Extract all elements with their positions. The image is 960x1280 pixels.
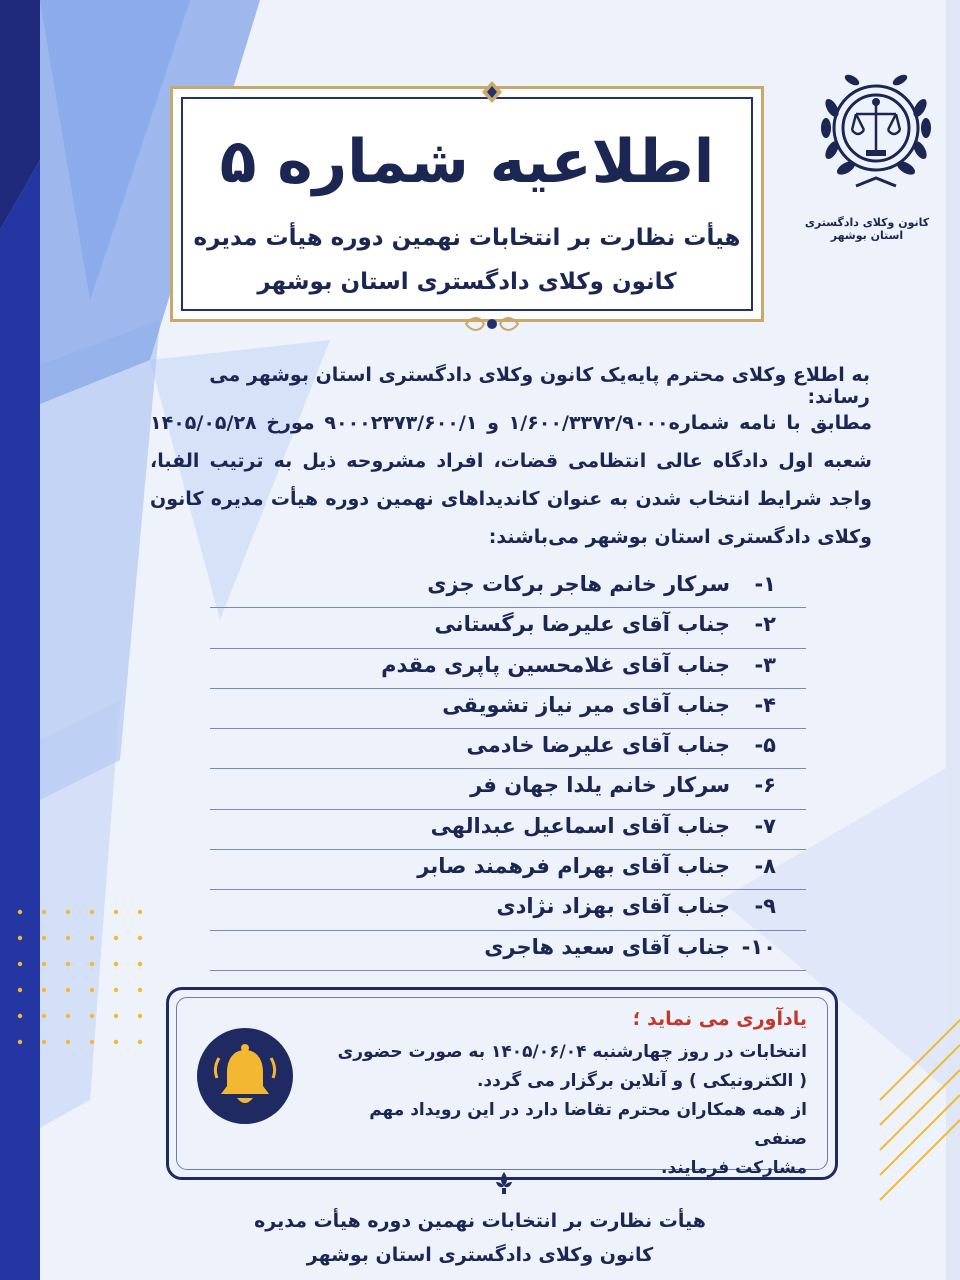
candidate-row <box>210 608 806 648</box>
intro-text: به اطلاع وکلای محترم پایه‌یک کانون وکلای دادگستری استان بوشهر می رساند: <box>209 364 870 408</box>
header-frame <box>170 86 764 322</box>
reminder-line: انتخابات در روز چهارشنبه ۱۴۰۵/۰۶/۰۴ به صورت حضوری <box>337 1042 807 1062</box>
page-title: اطلاعیه شماره ۵ <box>219 127 715 197</box>
reminder-box <box>166 987 838 1180</box>
candidate-row <box>210 689 806 729</box>
candidate-row <box>210 568 806 608</box>
logo-caption: کانون وکلای دادگستری استان بوشهر <box>804 216 930 242</box>
reminder-line: مشارکت فرمایند. <box>660 1158 807 1178</box>
candidate-number: ۲- <box>754 612 776 637</box>
candidate-row <box>210 890 806 930</box>
reminder-text <box>337 1038 807 1183</box>
fleur-ornament-icon <box>492 1170 516 1196</box>
candidate-number: ۵- <box>754 733 776 758</box>
reminder-title: یادآوری می نماید ؛ <box>632 1008 807 1030</box>
footer-line1: هیأت نظارت بر انتخابات نهمین دوره هیأت مدیره <box>254 1210 706 1232</box>
candidate-number: ۱۰- <box>741 934 776 959</box>
candidate-name: جناب آقای غلامحسین پاپری مقدم <box>381 652 730 677</box>
header-subtitle-line2: کانون وکلای دادگستری استان بوشهر <box>257 269 677 295</box>
candidate-name: جناب آقای سعید هاجری <box>484 934 730 959</box>
candidate-name: جناب آقای علیرضا خادمی <box>466 733 730 758</box>
candidate-number: ۱- <box>754 572 776 596</box>
candidate-name: جناب آقای بهزاد نژادی <box>496 894 730 919</box>
candidate-name: جناب آقای اسماعیل عبدالهی <box>430 813 730 838</box>
candidate-number: ۹- <box>754 894 776 919</box>
announcement-paragraph: مطابق با نامه شماره۱/۶۰۰/۳۳۷۲/۹۰۰۰ و ۹۰۰۰۲۳۷۳/۶۰۰/۱ مورخ ۱۴۰۵/۰۵/۲۸ شعبه اول دادگاه عالی انتظامی قضات، افراد مشروحه ذیل به ترتیب الفبا، واجد شرایط انتخاب شدن به عنوان کاندیداهای نهمین دوره هیأت مدیره کانون وکلای دادگستری استان بوشهر می‌باشند: <box>150 412 872 548</box>
candidate-name: جناب آقای بهرام فرهمند صابر <box>417 854 730 879</box>
candidate-name: سرکار خانم هاجر برکات جزی <box>427 572 730 596</box>
candidate-row <box>210 649 806 689</box>
candidate-row <box>210 729 806 769</box>
reminder-line: از همه همکاران محترم تقاضا دارد در این رویداد مهم صنفی <box>369 1100 807 1149</box>
header-subtitle-line1: هیأت نظارت بر انتخابات نهمین دوره هیأت مدیره <box>193 225 741 251</box>
bell-icon <box>197 1028 293 1124</box>
candidate-row <box>210 850 806 890</box>
candidate-number: ۳- <box>754 652 776 677</box>
candidate-row <box>210 769 806 809</box>
candidate-number: ۶- <box>754 773 776 798</box>
candidate-number: ۴- <box>754 692 776 717</box>
diamond-ornament-icon <box>478 80 506 104</box>
candidate-row <box>210 931 806 971</box>
scroll-ornament-icon <box>462 314 522 334</box>
bar-association-logo <box>812 58 940 198</box>
candidates-list <box>210 568 806 971</box>
footer-line2: کانون وکلای دادگستری استان بوشهر <box>306 1244 654 1266</box>
candidate-number: ۸- <box>754 854 776 879</box>
candidate-number: ۷- <box>754 813 776 838</box>
candidate-name: جناب آقای علیرضا برگستانی <box>434 612 730 637</box>
candidate-row <box>210 810 806 850</box>
reminder-line: ( الکترونیکی ) و آنلاین برگزار می گردد. <box>476 1071 807 1091</box>
candidate-name: جناب آقای میر نیاز تشویقی <box>442 692 730 717</box>
bar-association-seal-icon <box>812 58 940 198</box>
candidate-name: سرکار خانم یلدا جهان فر <box>470 773 730 798</box>
